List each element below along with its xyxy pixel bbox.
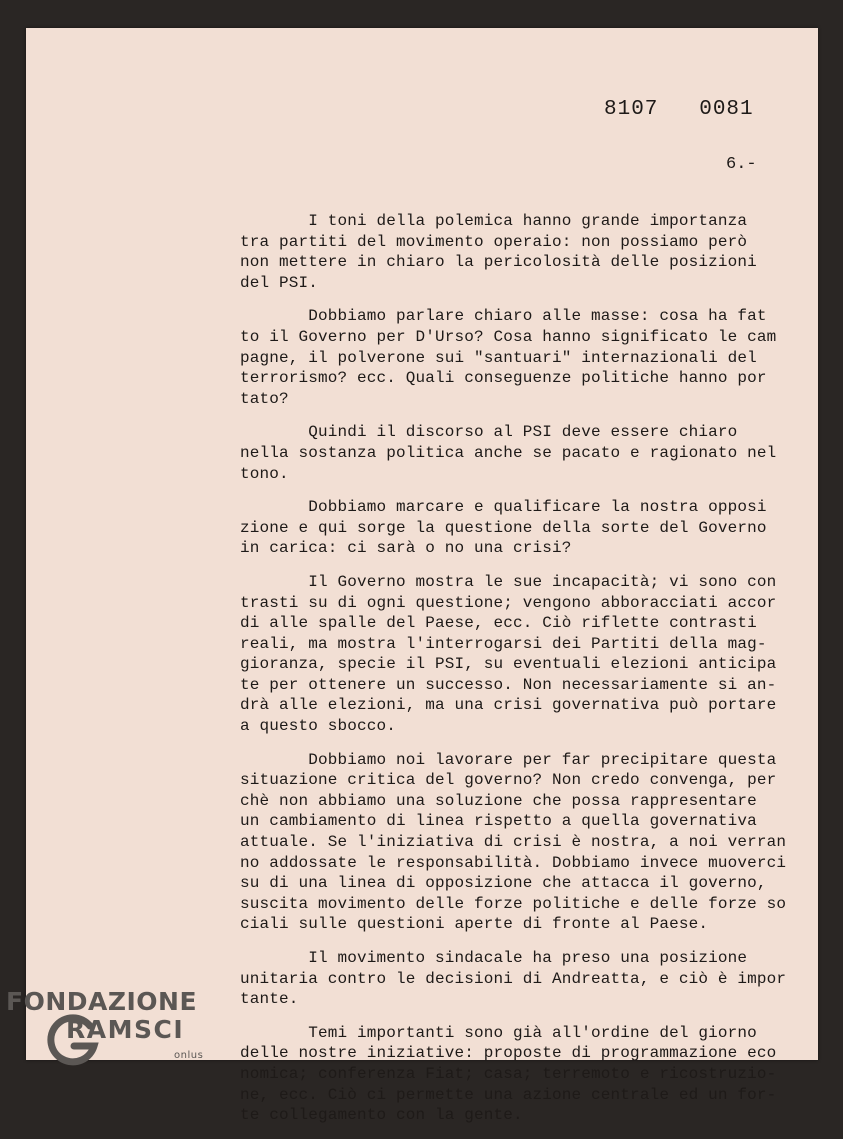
paragraph: Il Governo mostra le sue incapacità; vi sono con trasti su di ogni questione; vengono abboracciati accor di alle spalle del Paese, ecc. Ciò riflette contrasti reali, ma mostra l'interrogarsi dei Partiti della mag- gioranza, specie il PSI, su eventuali elezioni anticipa te per ottenere un successo. Non necessariamente si an- drà alle elezioni, ma una crisi governativa può portare a questo sbocco. — [240, 572, 777, 736]
paragraph: Temi importanti sono già all'ordine del giorno delle nostre iniziative: proposte di programmazione eco nomica; conferenza Fiat; casa; terremoto e ricostruzio- ne, ecc. Ciò ci permette una azione centrale ed un for- te collegamento con la gente. — [240, 1023, 777, 1125]
fondazione-gramsci-logo — [6, 987, 204, 1061]
document-page — [26, 28, 818, 1125]
paragraph: Dobbiamo parlare chiaro alle masse: cosa ha fat to il Governo per D'Urso? Cosa hanno significato le cam pagne, il polverone sui "santuari" internazionali del terrorismo? ecc. Quali conseguenze politiche hanno por tato? — [240, 307, 777, 408]
logo-g-icon — [44, 1012, 100, 1068]
logo-text-line2: RAMSCI — [66, 1015, 185, 1044]
paragraph: Quindi il discorso al PSI deve essere chiaro nella sostanza politica anche se pacato e ragionato nel tono. — [240, 423, 777, 483]
page-number: 6.- — [726, 155, 757, 174]
paragraph: Dobbiamo noi lavorare per far precipitare questa situazione critica del governo? Non credo convenga, per chè non abbiamo una soluzione che possa rappresentare un cambiamento di linea rispetto a quella governativa attuale. Se l'iniziativa di crisi è nostra, a noi verran no addossate le responsabilità. Dobbiamo invece muoverci su di una linea di opposizione che attacca il governo, suscita movimento delle forze politiche e delle forze so ciali sulle questioni aperte di fronte al Paese. — [240, 750, 787, 934]
paragraph: Il movimento sindacale ha preso una posizione unitaria contro le decisioni di Andreatta, e ciò è impor tante. — [240, 949, 787, 1009]
paragraph: I toni della polemica hanno grande importanza tra partiti del movimento operaio: non possiamo però non mettere in chiaro la pericolosità delle posizioni del PSI. — [240, 212, 757, 292]
paragraph: Dobbiamo marcare e qualificare la nostra opposi zione e qui sorge la questione della sorte del Governo in carica: ci sarà o no una crisi? — [240, 498, 767, 558]
document-number: 8107 0081 — [604, 98, 754, 121]
logo-text-line1: FONDAZIONE — [6, 987, 198, 1016]
document-body — [240, 211, 800, 1139]
logo-subtitle: onlus — [174, 1050, 204, 1061]
